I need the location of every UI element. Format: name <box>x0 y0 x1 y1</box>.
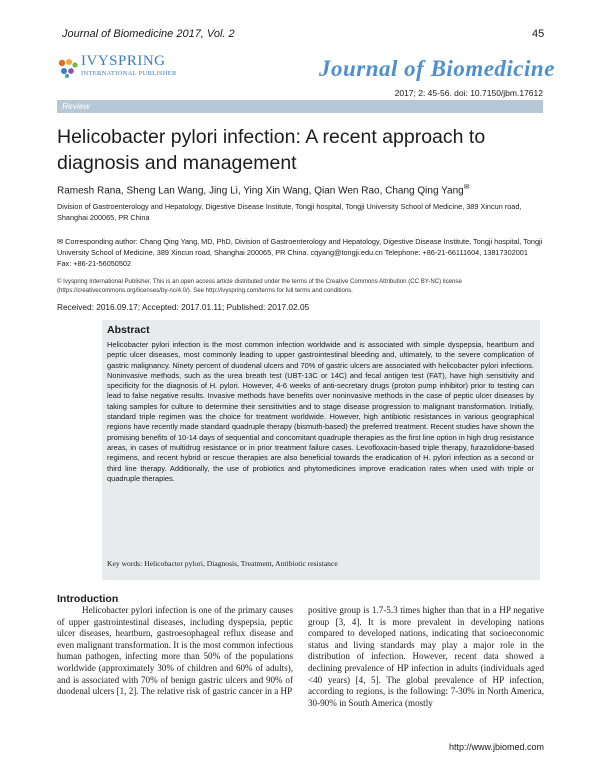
mail-icon: ✉ <box>57 237 64 246</box>
author-names: Ramesh Rana, Sheng Lan Wang, Jing Li, Ying Xin Wang, Qian Wen Rao, Chang Qing Yang <box>57 185 464 197</box>
publisher-name: IVYSPRING <box>81 53 166 69</box>
correspondence-text: Corresponding author: Chang Qing Yang, MD, PhD, Division of Gastroenterology and Hepatology, Digestive Disease Institute, Tongji hospital, Tongji University School of Medicine, 389 Xincun road, Shanghai 200065, PR China. cqyang@tongji.edu.cn Telephone: +86-21-66111604, 13817302001 Fax: +86-21-56050502 <box>57 237 543 268</box>
abstract-heading: Abstract <box>107 324 150 336</box>
intro-column-left: Helicobacter pylori infection is one of the primary causes of upper gastrointestinal diseases, including dyspepsia, peptic ulcer diseases, heartburn, gastroesophageal reflux disease and even malignant transformation. It is the most common infectious human pathogen, infecting more than 50% of the populations worldwide (approximately 30% of children and 60% of adults), and is associated with 70% of benign gastric ulcers and 90% of duodenal ulcers [1, 2]. The relative risk of gastric cancer in a HP <box>57 605 293 697</box>
journal-running-header: Journal of Biomedicine 2017, Vol. 2 <box>62 28 235 40</box>
correspondence-mail-icon: ✉ <box>463 184 470 191</box>
ivyspring-logo-icon <box>57 57 79 79</box>
publisher-subtitle: INTERNATIONAL PUBLISHER <box>81 70 177 77</box>
author-list <box>57 183 470 196</box>
affiliation: Division of Gastroenterology and Hepatology, Digestive Disease Institute, Tongji hospital, Tongji University School of Medicine, 389 Xincun road, Shanghai 200065, PR China <box>57 202 522 222</box>
journal-brand-title: Journal of Biomedicine <box>319 56 555 81</box>
article-title: Helicobacter pylori infection: A recent approach to diagnosis and management <box>57 126 486 174</box>
keywords: Key words: Helicobacter pylori, Diagnosis, Treatment, Antibiotic resistance <box>107 559 338 568</box>
license-statement: © Ivyspring International Publisher. This is an open access article distributed under the terms of the Creative Commons Attribution (CC BY-NC) license (https://creativecommons.org/licenses/by-nc/4.0/). See http://ivyspring.com/terms for full terms and conditions. <box>57 278 462 294</box>
publisher-logo <box>57 53 187 83</box>
citation-doi: 2017; 2: 45-56. doi: 10.7150/jbm.17612 <box>394 88 543 98</box>
intro-column-right: positive group is 1.7-5.3 times higher than that in a HP negative group [3, 4]. It is more prevalent in developing nations compared to developed nations, indicating that socioeconomic status and living standards may play a major role in the distribution of infection. However, recent data showed a declining prevalence of HP infection in adults (individuals aged <40 years) [4, 5]. The global prevalence of HP infection, according to regions, is the following: 7-30% in North America, 30-90% in South America (mostly <box>308 605 544 708</box>
abstract-text: Helicobacter pylori infection is the most common infection worldwide and is associated with simple dyspepsia, heartburn and peptic ulcer diseases, most commonly leading to upper gastrointestinal bleeding and, ultimately, to the severe complication of gastric malignancy. Ninety percent of duodenal ulcers and 70% of gastric ulcers are associated with helicobacter pylori infections. Noninvasive methods, such as the urea breath test (UBT-13C or 14C) and fecal antigen test (FAT), have high sensitivity and specificity for the diagnosis of H. pylori. However, 4-6 weeks of anti-secretary drugs (proton pump inhibitor) prior to testing can lead to false negative results. Invasive methods have benefits over noninvasive methods in the case of peptic ulcer diseases by taking samples for culture to determine their sensitivities and to stage disease progression to malignant transformation. Initially, standard triple regimen was the choice for treatment worldwide. However, high antibiotic resistances in various geographical regions have recently made standard quadruple therapy (bismuth-based) the preferred treatment. Recent studies have shown the promising benefits of 10-14 days of sequential and concomitant quadruple therapies as the first line option in high drug resistance areas, in cases of multidrug resistance or in prior treatment failure cases. Levofloxacin-based triple therapy, furazolidone-based regimens, and recent hybrid or rescue therapies are also beneficial towards the eradication of H. pylori infection as a second or third line therapy. Additionally, the use of probiotics and phytomedicines improve eradication rates when used with triple or quadruple therapies. <box>107 340 534 483</box>
article-type-band <box>57 100 543 113</box>
page-number: 45 <box>532 28 545 40</box>
publication-dates: Received: 2016.09.17; Accepted: 2017.01.11; Published: 2017.02.05 <box>57 302 310 312</box>
article-type: Review <box>62 101 90 111</box>
footer-url[interactable]: http://www.jbiomed.com <box>448 742 544 752</box>
introduction-heading: Introduction <box>57 593 119 605</box>
corresponding-author <box>57 236 543 269</box>
